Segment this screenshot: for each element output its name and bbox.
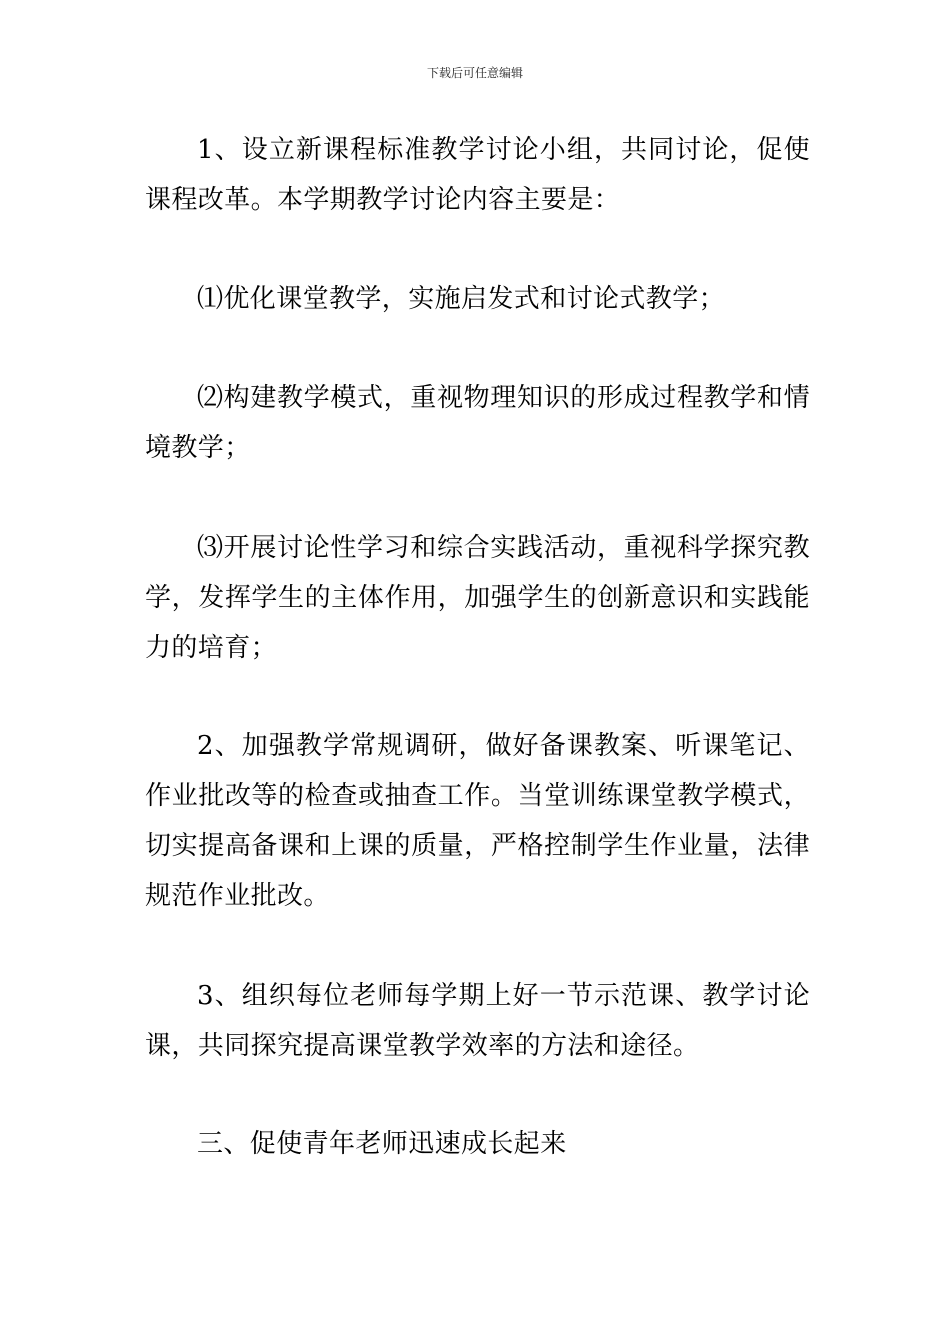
section-heading: 三、促使青年老师迅速成长起来 — [197, 1129, 567, 1159]
paragraph-3: ⑵构建教学模式，重视物理知识的形成过程教学和情境教学； — [145, 383, 810, 463]
paragraph-1: 1、设立新课程标准教学讨论小组，共同讨论，促使课程改革。本学期教学讨论内容主要是： — [145, 135, 810, 215]
paragraph-6: 3、组织每位老师每学期上好一节示范课、教学讨论课，共同探究提高课堂教学效率的方法和途径。 — [145, 981, 810, 1061]
page-header: 下载后可任意编辑 — [426, 66, 523, 80]
paragraph-4: ⑶开展讨论性学习和综合实践活动，重视科学探究教学，发挥学生的主体作用，加强学生的创新意识和实践能力的培育； — [145, 533, 810, 663]
paragraph-2: ⑴优化课堂教学，实施启发式和讨论式教学； — [197, 284, 726, 314]
paragraph-5: 2、加强教学常规调研，做好备课教案、听课笔记、作业批改等的检查或抽查工作。当堂训练课堂教学模式，切实提高备课和上课的质量，严格控制学生作业量，法律规范作业批改。 — [145, 731, 810, 911]
